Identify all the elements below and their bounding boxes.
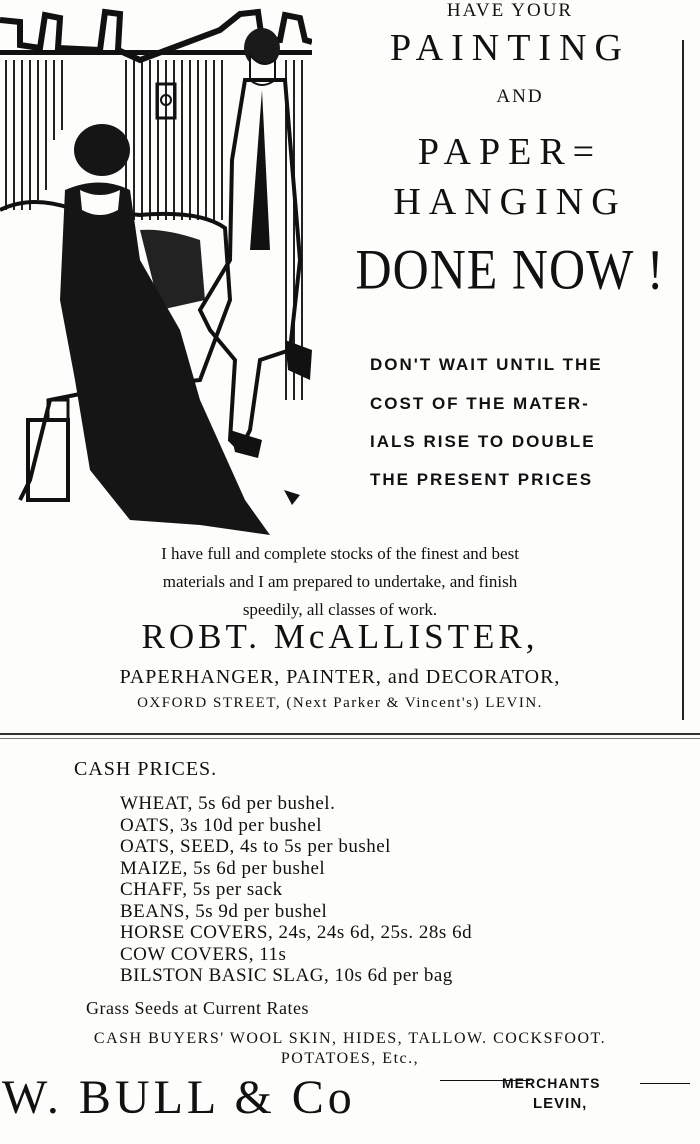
body-line-2: materials and I am prepared to undertake, and finish <box>162 572 518 591</box>
price-list <box>120 793 472 987</box>
advertiser-trades: PAPERHANGER, PAINTER, and DECORATOR, <box>119 666 561 688</box>
price-horse-covers: HORSE COVERS, 24s, 24s 6d, 25s. 28s 6d <box>120 922 473 943</box>
advertiser-name: ROBT. McALLISTER, <box>141 617 539 656</box>
warning-line-2: COST OF THE MATER- <box>370 394 590 413</box>
couple-illustration <box>0 0 312 545</box>
body-line-3: speedily, all classes of work. <box>242 600 438 619</box>
price-cow-covers: COW COVERS, 11s <box>120 943 287 965</box>
headline-and: AND <box>496 86 544 107</box>
warning-line-1: DON'T WAIT UNTIL THE <box>370 355 603 374</box>
price-oats: OATS, 3s 10d per bushel <box>120 814 323 836</box>
price-beans: BEANS, 5s 9d per bushel <box>120 900 328 922</box>
advertiser-address: OXFORD STREET, (Next Parker & Vincent's) LEVIN. <box>137 695 543 711</box>
price-basic-slag: BILSTON BASIC SLAG, 10s 6d per bag <box>120 965 453 986</box>
woman-hair <box>74 124 130 176</box>
headline-hanging: HANGING <box>393 181 627 223</box>
price-oats-seed: OATS, SEED, 4s to 5s per bushel <box>120 836 391 857</box>
headline-paper: PAPER= <box>417 131 603 173</box>
town-label: LEVIN, <box>533 1095 588 1112</box>
cash-buyers-line-1: CASH BUYERS' WOOL SKIN, HIDES, TALLOW. COCKSFOOT. <box>93 1030 607 1047</box>
merchants-label: MERCHANTS <box>502 1075 601 1091</box>
warning-line-4: THE PRESENT PRICES <box>370 470 594 489</box>
headline-done-now: DONE NOW ! <box>355 236 665 302</box>
headline-painting: PAINTING <box>390 27 630 69</box>
warning-line-3: IALS RISE TO DOUBLE <box>370 432 596 451</box>
body-line-1: I have full and complete stocks of the finest and best <box>161 544 519 563</box>
price-chaff: CHAFF, 5s per sack <box>120 879 283 900</box>
grass-seeds-line: Grass Seeds at Current Rates <box>86 998 309 1018</box>
section-divider-thin <box>0 738 700 739</box>
section-divider <box>0 733 700 735</box>
cash-buyers-line-2: POTATOES, Etc., <box>280 1050 420 1067</box>
price-maize: MAIZE, 5s 6d per bushel <box>120 857 326 879</box>
price-wheat: WHEAT, 5s 6d per bushel. <box>120 793 336 814</box>
rule-right <box>640 1083 690 1084</box>
cash-prices-heading: CASH PRICES. <box>74 758 218 780</box>
firm-name: W. BULL & Co <box>2 1071 356 1124</box>
column-divider <box>682 40 684 720</box>
headline-have-your: HAVE YOUR <box>446 0 574 21</box>
